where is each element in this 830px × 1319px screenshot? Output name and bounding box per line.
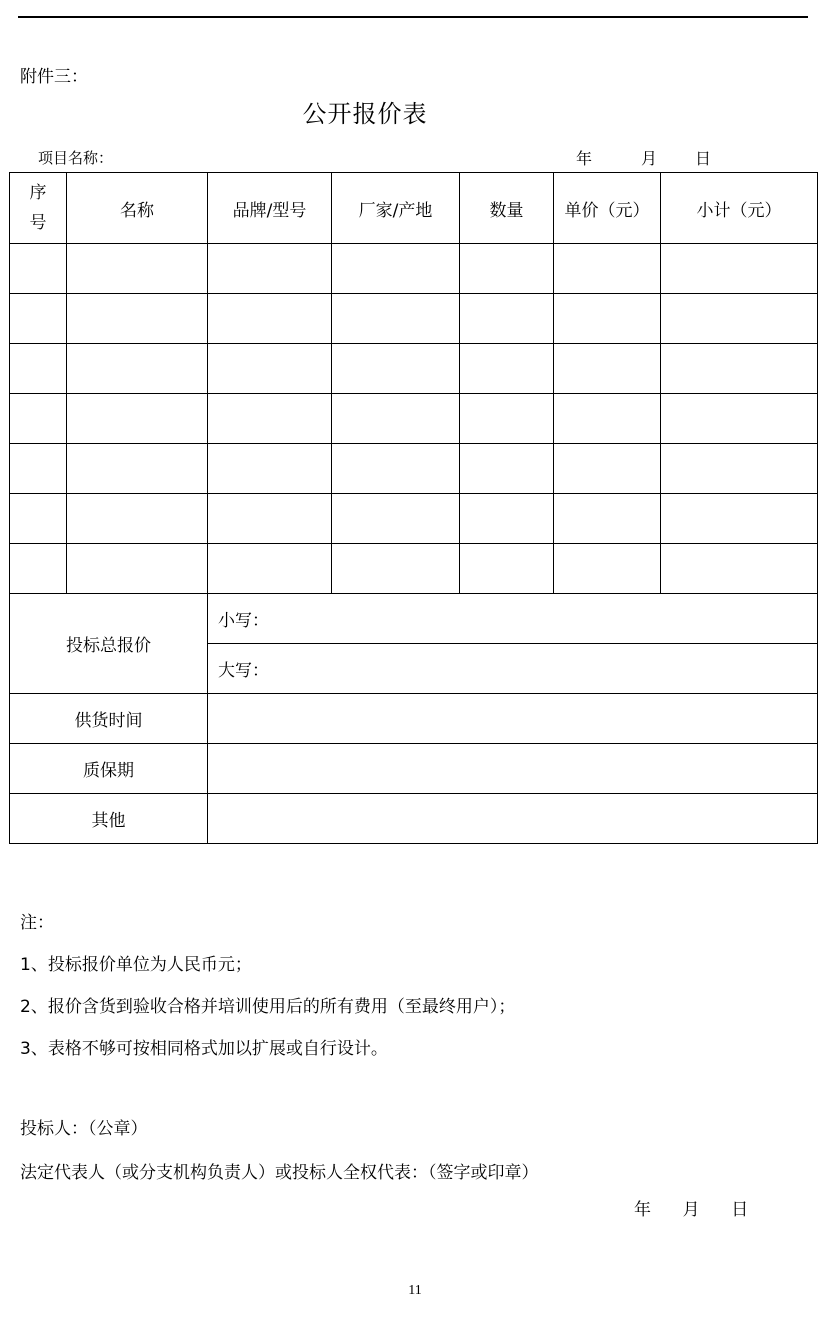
- cell-qty[interactable]: [460, 444, 554, 494]
- supply-time-field[interactable]: [208, 694, 818, 744]
- cell-name[interactable]: [67, 394, 208, 444]
- cell-maker[interactable]: [332, 494, 460, 544]
- note-item: 1、投标报价单位为人民币元；: [20, 955, 252, 975]
- cell-seq[interactable]: [10, 394, 67, 444]
- cell-unit-price[interactable]: [554, 394, 661, 444]
- cell-seq[interactable]: [10, 494, 67, 544]
- table-row: [10, 544, 818, 594]
- quote-table: [9, 172, 818, 844]
- total-price-label: 投标总报价: [10, 594, 208, 694]
- total-lowercase-field[interactable]: 小写：: [208, 594, 818, 644]
- total-uppercase-field[interactable]: 大写：: [208, 644, 818, 694]
- notes-title: 注：: [20, 913, 54, 933]
- cell-unit-price[interactable]: [554, 544, 661, 594]
- cell-brand[interactable]: [208, 444, 332, 494]
- table-row: [10, 294, 818, 344]
- cell-subtotal[interactable]: [661, 344, 818, 394]
- header-date-month: 月: [641, 149, 658, 168]
- project-name-label: 项目名称：: [38, 149, 114, 167]
- page-number: 11: [408, 1283, 422, 1298]
- header-manufacturer: 厂家/产地: [332, 173, 460, 244]
- header-name: 名称: [67, 173, 208, 244]
- attachment-label: 附件三：: [20, 67, 88, 87]
- bidder-seal-line: 投标人：（公章）: [20, 1119, 148, 1139]
- signature-month: 月: [682, 1200, 702, 1220]
- cell-subtotal[interactable]: [661, 494, 818, 544]
- cell-subtotal[interactable]: [661, 244, 818, 294]
- cell-subtotal[interactable]: [661, 544, 818, 594]
- note-item: 2、报价含货到验收合格并培训使用后的所有费用（至最终用户）；: [20, 997, 516, 1017]
- cell-name[interactable]: [67, 494, 208, 544]
- header-seq: [10, 173, 67, 244]
- table-row: [10, 394, 818, 444]
- cell-maker[interactable]: [332, 244, 460, 294]
- table-row: [10, 494, 818, 544]
- cell-brand[interactable]: [208, 344, 332, 394]
- note-item: 3、表格不够可按相同格式加以扩展或自行设计。: [20, 1039, 388, 1059]
- signature-day: 日: [731, 1200, 751, 1220]
- other-field[interactable]: [208, 794, 818, 844]
- cell-maker[interactable]: [332, 344, 460, 394]
- representative-sign-line: 法定代表人（或分支机构负责人）或投标人全权代表：（签字或印章）: [20, 1163, 539, 1183]
- header-brand-model: 品牌/型号: [208, 173, 332, 244]
- cell-qty[interactable]: [460, 294, 554, 344]
- header-seq-bottom: 号: [29, 213, 47, 233]
- other-row: [10, 794, 818, 844]
- cell-unit-price[interactable]: [554, 244, 661, 294]
- cell-qty[interactable]: [460, 344, 554, 394]
- header-date-year: 年: [576, 149, 593, 168]
- header-date-day: 日: [695, 149, 712, 168]
- supply-time-label: 供货时间: [10, 694, 208, 744]
- cell-qty[interactable]: [460, 544, 554, 594]
- cell-seq[interactable]: [10, 294, 67, 344]
- table-row: [10, 244, 818, 294]
- table-row: [10, 344, 818, 394]
- cell-brand[interactable]: [208, 294, 332, 344]
- cell-qty[interactable]: [460, 244, 554, 294]
- cell-unit-price[interactable]: [554, 344, 661, 394]
- warranty-field[interactable]: [208, 744, 818, 794]
- notes-section: [20, 902, 515, 1070]
- cell-seq[interactable]: [10, 544, 67, 594]
- cell-maker[interactable]: [332, 444, 460, 494]
- cell-subtotal[interactable]: [661, 394, 818, 444]
- cell-maker[interactable]: [332, 544, 460, 594]
- supply-time-row: [10, 694, 818, 744]
- cell-unit-price[interactable]: [554, 294, 661, 344]
- cell-name[interactable]: [67, 244, 208, 294]
- cell-seq[interactable]: [10, 444, 67, 494]
- cell-unit-price[interactable]: [554, 494, 661, 544]
- cell-name[interactable]: [67, 444, 208, 494]
- cell-subtotal[interactable]: [661, 444, 818, 494]
- cell-name[interactable]: [67, 544, 208, 594]
- cell-qty[interactable]: [460, 394, 554, 444]
- warranty-row: [10, 744, 818, 794]
- cell-brand[interactable]: [208, 544, 332, 594]
- cell-seq[interactable]: [10, 244, 67, 294]
- table-row: [10, 444, 818, 494]
- table-header-row: [10, 173, 818, 244]
- cell-subtotal[interactable]: [661, 294, 818, 344]
- header-unit-price: 单价（元）: [554, 173, 661, 244]
- header-seq-top: 序: [29, 183, 47, 203]
- signature-year: 年: [634, 1200, 653, 1220]
- cell-name[interactable]: [67, 344, 208, 394]
- cell-brand[interactable]: [208, 244, 332, 294]
- cell-brand[interactable]: [208, 394, 332, 444]
- cell-maker[interactable]: [332, 394, 460, 444]
- warranty-label: 质保期: [10, 744, 208, 794]
- cell-seq[interactable]: [10, 344, 67, 394]
- top-rule: [18, 16, 808, 18]
- cell-qty[interactable]: [460, 494, 554, 544]
- header-subtotal: 小计（元）: [661, 173, 818, 244]
- cell-brand[interactable]: [208, 494, 332, 544]
- cell-name[interactable]: [67, 294, 208, 344]
- signature-date: [634, 1195, 750, 1220]
- signature-section: [20, 1107, 539, 1195]
- cell-maker[interactable]: [332, 294, 460, 344]
- other-label: 其他: [10, 794, 208, 844]
- cell-unit-price[interactable]: [554, 444, 661, 494]
- total-row-lowercase: [10, 594, 818, 644]
- page-title: 公开报价表: [302, 100, 428, 128]
- header-quantity: 数量: [460, 173, 554, 244]
